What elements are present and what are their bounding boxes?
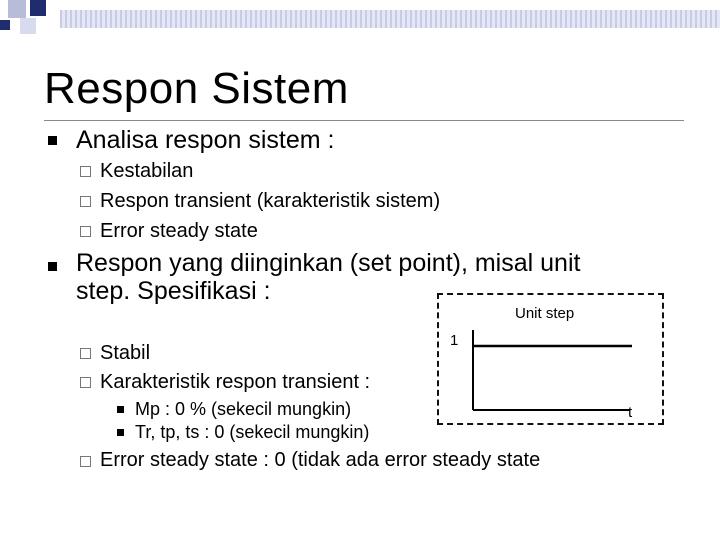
- sub-karakteristik: Karakteristik respon transient :: [100, 371, 371, 393]
- bullet-respon-line1: Respon yang diinginkan (set point), misal unit: [76, 249, 581, 277]
- y-tick-label: 1: [450, 332, 459, 349]
- sub-stabil: Stabil: [100, 342, 151, 364]
- spec-mp: Mp : 0 % (sekecil mungkin): [135, 399, 352, 419]
- sub-error-zero: Error steady state : 0 (tidak ada error steady state: [100, 449, 541, 471]
- sub-error-steady: Error steady state: [100, 220, 258, 242]
- bullet-analisa: Analisa respon sistem :: [76, 126, 335, 154]
- x-axis-label: t: [628, 404, 633, 421]
- diagram-label: Unit step: [515, 305, 575, 322]
- sub-kestabilan: Kestabilan: [100, 160, 194, 182]
- bullet-respon-line2: step. Spesifikasi :: [76, 277, 271, 305]
- sub-respon-transient: Respon transient (karakteristik sistem): [100, 190, 441, 212]
- page-title: Respon Sistem: [44, 64, 349, 113]
- spec-tr-tp-ts: Tr, tp, ts : 0 (sekecil mungkin): [135, 422, 370, 442]
